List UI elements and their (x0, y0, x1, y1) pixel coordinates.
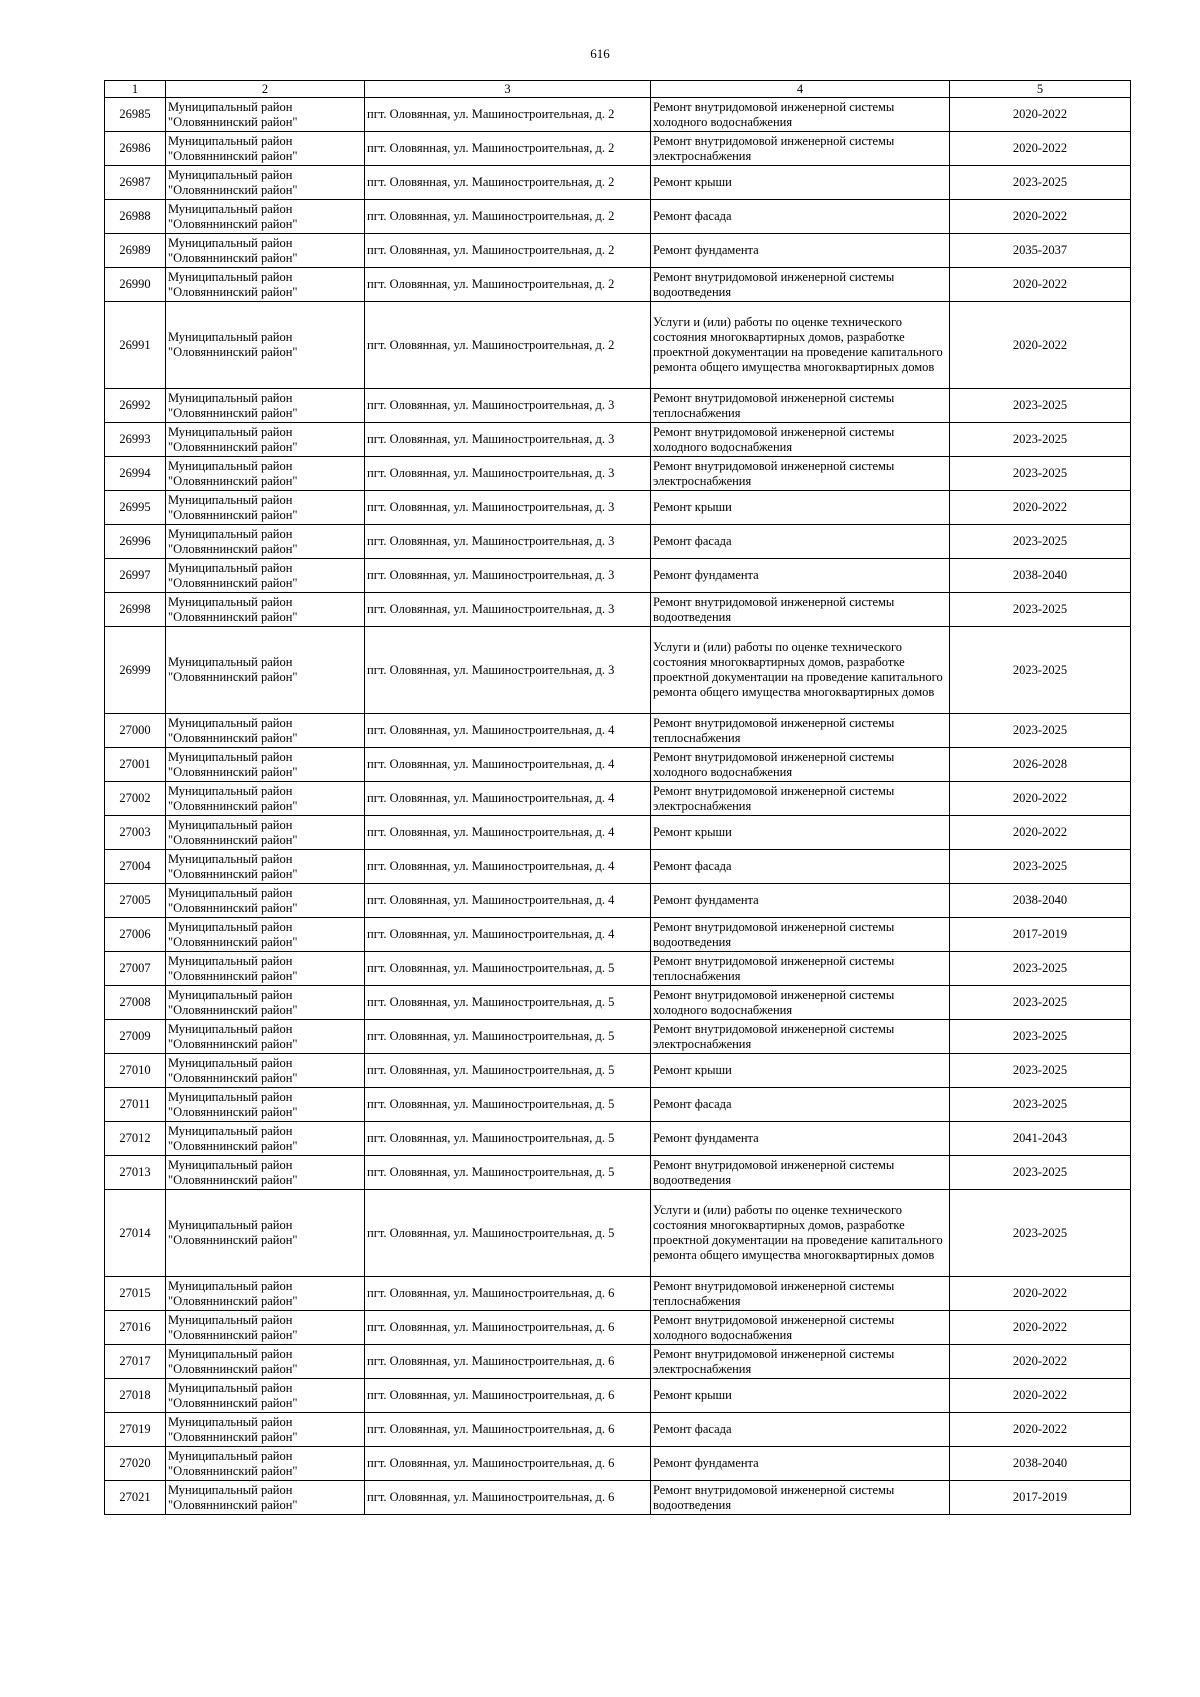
row-number-cell: 27004 (105, 850, 166, 884)
work-type-cell: Ремонт крыши (651, 1054, 950, 1088)
district-cell: Муниципальный район "Оловяннинский район" (166, 423, 365, 457)
table-body (105, 98, 1131, 1515)
address-cell: пгт. Оловянная, ул. Машиностроительная, д. 5 (365, 952, 651, 986)
period-cell: 2023-2025 (950, 952, 1131, 986)
table-row (105, 1122, 1131, 1156)
district-cell: Муниципальный район "Оловяннинский район" (166, 627, 365, 714)
district-cell: Муниципальный район "Оловяннинский район" (166, 593, 365, 627)
address-cell: пгт. Оловянная, ул. Машиностроительная, д. 6 (365, 1379, 651, 1413)
row-number-cell: 27015 (105, 1277, 166, 1311)
work-type-cell: Ремонт крыши (651, 166, 950, 200)
work-type-cell: Ремонт внутридомовой инженерной системы водоотведения (651, 268, 950, 302)
table-row (105, 457, 1131, 491)
period-cell: 2038-2040 (950, 559, 1131, 593)
column-header-4: 4 (651, 81, 950, 98)
row-number-cell: 26986 (105, 132, 166, 166)
work-type-cell: Ремонт внутридомовой инженерной системы электроснабжения (651, 457, 950, 491)
work-type-cell: Ремонт внутридомовой инженерной системы электроснабжения (651, 782, 950, 816)
table-row (105, 1311, 1131, 1345)
table-row (105, 1054, 1131, 1088)
district-cell: Муниципальный район "Оловяннинский район" (166, 850, 365, 884)
period-cell: 2023-2025 (950, 457, 1131, 491)
row-number-cell: 27016 (105, 1311, 166, 1345)
column-header-2: 2 (166, 81, 365, 98)
district-cell: Муниципальный район "Оловяннинский район" (166, 268, 365, 302)
address-cell: пгт. Оловянная, ул. Машиностроительная, д. 3 (365, 627, 651, 714)
work-type-cell: Ремонт фасада (651, 1088, 950, 1122)
table-row (105, 1379, 1131, 1413)
address-cell: пгт. Оловянная, ул. Машиностроительная, д. 3 (365, 491, 651, 525)
address-cell: пгт. Оловянная, ул. Машиностроительная, д. 6 (365, 1481, 651, 1515)
period-cell: 2023-2025 (950, 627, 1131, 714)
address-cell: пгт. Оловянная, ул. Машиностроительная, д. 3 (365, 423, 651, 457)
table-row (105, 918, 1131, 952)
period-cell: 2020-2022 (950, 1379, 1131, 1413)
row-number-cell: 27008 (105, 986, 166, 1020)
address-cell: пгт. Оловянная, ул. Машиностроительная, д. 3 (365, 389, 651, 423)
address-cell: пгт. Оловянная, ул. Машиностроительная, д. 4 (365, 782, 651, 816)
work-type-cell: Ремонт внутридомовой инженерной системы теплоснабжения (651, 389, 950, 423)
district-cell: Муниципальный район "Оловяннинский район" (166, 200, 365, 234)
address-cell: пгт. Оловянная, ул. Машиностроительная, д. 2 (365, 98, 651, 132)
period-cell: 2020-2022 (950, 132, 1131, 166)
address-cell: пгт. Оловянная, ул. Машиностроительная, д. 6 (365, 1277, 651, 1311)
district-cell: Муниципальный район "Оловяннинский район" (166, 1020, 365, 1054)
district-cell: Муниципальный район "Оловяннинский район" (166, 132, 365, 166)
table-row (105, 986, 1131, 1020)
district-cell: Муниципальный район "Оловяннинский район" (166, 1311, 365, 1345)
table-row (105, 1190, 1131, 1277)
address-cell: пгт. Оловянная, ул. Машиностроительная, д. 2 (365, 132, 651, 166)
district-cell: Муниципальный район "Оловяннинский район" (166, 302, 365, 389)
address-cell: пгт. Оловянная, ул. Машиностроительная, д. 5 (365, 1122, 651, 1156)
district-cell: Муниципальный район "Оловяннинский район" (166, 166, 365, 200)
row-number-cell: 27012 (105, 1122, 166, 1156)
address-cell: пгт. Оловянная, ул. Машиностроительная, д. 2 (365, 268, 651, 302)
district-cell: Муниципальный район "Оловяннинский район" (166, 491, 365, 525)
work-type-cell: Ремонт внутридомовой инженерной системы холодного водоснабжения (651, 423, 950, 457)
district-cell: Муниципальный район "Оловяннинский район" (166, 1481, 365, 1515)
row-number-cell: 27001 (105, 748, 166, 782)
period-cell: 2023-2025 (950, 1088, 1131, 1122)
table-row (105, 389, 1131, 423)
table-row (105, 268, 1131, 302)
period-cell: 2023-2025 (950, 1054, 1131, 1088)
row-number-cell: 27011 (105, 1088, 166, 1122)
capital-repair-table (104, 80, 1131, 1515)
period-cell: 2038-2040 (950, 884, 1131, 918)
district-cell: Муниципальный район "Оловяннинский район" (166, 884, 365, 918)
table-row (105, 302, 1131, 389)
work-type-cell: Ремонт крыши (651, 1379, 950, 1413)
period-cell: 2023-2025 (950, 1190, 1131, 1277)
period-cell: 2023-2025 (950, 166, 1131, 200)
work-type-cell: Услуги и (или) работы по оценке технического состояния многоквартирных домов, разработке проектной документации на проведение капитального ремонта общего имущества многоквартирных домов (651, 1190, 950, 1277)
row-number-cell: 27018 (105, 1379, 166, 1413)
address-cell: пгт. Оловянная, ул. Машиностроительная, д. 4 (365, 850, 651, 884)
table-row (105, 816, 1131, 850)
period-cell: 2023-2025 (950, 1020, 1131, 1054)
period-cell: 2020-2022 (950, 268, 1131, 302)
work-type-cell: Услуги и (или) работы по оценке технического состояния многоквартирных домов, разработке проектной документации на проведение капитального ремонта общего имущества многоквартирных домов (651, 302, 950, 389)
district-cell: Муниципальный район "Оловяннинский район" (166, 1054, 365, 1088)
district-cell: Муниципальный район "Оловяннинский район" (166, 1413, 365, 1447)
table-row (105, 166, 1131, 200)
address-cell: пгт. Оловянная, ул. Машиностроительная, д. 6 (365, 1311, 651, 1345)
period-cell: 2023-2025 (950, 714, 1131, 748)
address-cell: пгт. Оловянная, ул. Машиностроительная, д. 2 (365, 234, 651, 268)
table-row (105, 525, 1131, 559)
address-cell: пгт. Оловянная, ул. Машиностроительная, д. 3 (365, 525, 651, 559)
table-row (105, 850, 1131, 884)
period-cell: 2035-2037 (950, 234, 1131, 268)
page-number: 616 (590, 46, 610, 61)
address-cell: пгт. Оловянная, ул. Машиностроительная, д. 3 (365, 559, 651, 593)
work-type-cell: Ремонт внутридомовой инженерной системы холодного водоснабжения (651, 748, 950, 782)
work-type-cell: Ремонт внутридомовой инженерной системы электроснабжения (651, 1020, 950, 1054)
table-row (105, 559, 1131, 593)
work-type-cell: Ремонт внутридомовой инженерной системы водоотведения (651, 918, 950, 952)
column-header-5: 5 (950, 81, 1131, 98)
district-cell: Муниципальный район "Оловяннинский район" (166, 816, 365, 850)
row-number-cell: 27017 (105, 1345, 166, 1379)
work-type-cell: Услуги и (или) работы по оценке технического состояния многоквартирных домов, разработке проектной документации на проведение капитального ремонта общего имущества многоквартирных домов (651, 627, 950, 714)
district-cell: Муниципальный район "Оловяннинский район" (166, 986, 365, 1020)
address-cell: пгт. Оловянная, ул. Машиностроительная, д. 4 (365, 918, 651, 952)
address-cell: пгт. Оловянная, ул. Машиностроительная, д. 4 (365, 816, 651, 850)
row-number-cell: 26987 (105, 166, 166, 200)
row-number-cell: 27020 (105, 1447, 166, 1481)
period-cell: 2026-2028 (950, 748, 1131, 782)
table-row (105, 1413, 1131, 1447)
period-cell: 2020-2022 (950, 302, 1131, 389)
address-cell: пгт. Оловянная, ул. Машиностроительная, д. 6 (365, 1345, 651, 1379)
address-cell: пгт. Оловянная, ул. Машиностроительная, д. 4 (365, 884, 651, 918)
period-cell: 2023-2025 (950, 593, 1131, 627)
period-cell: 2023-2025 (950, 986, 1131, 1020)
work-type-cell: Ремонт фундамента (651, 559, 950, 593)
row-number-cell: 26989 (105, 234, 166, 268)
district-cell: Муниципальный район "Оловяннинский район" (166, 748, 365, 782)
work-type-cell: Ремонт внутридомовой инженерной системы холодного водоснабжения (651, 1311, 950, 1345)
table-row (105, 1020, 1131, 1054)
district-cell: Муниципальный район "Оловяннинский район" (166, 525, 365, 559)
table-row (105, 782, 1131, 816)
work-type-cell: Ремонт внутридомовой инженерной системы водоотведения (651, 593, 950, 627)
district-cell: Муниципальный район "Оловяннинский район" (166, 714, 365, 748)
address-cell: пгт. Оловянная, ул. Машиностроительная, д. 4 (365, 714, 651, 748)
period-cell: 2020-2022 (950, 491, 1131, 525)
work-type-cell: Ремонт фасада (651, 525, 950, 559)
district-cell: Муниципальный район "Оловяннинский район" (166, 1379, 365, 1413)
district-cell: Муниципальный район "Оловяннинский район" (166, 234, 365, 268)
work-type-cell: Ремонт фундамента (651, 234, 950, 268)
district-cell: Муниципальный район "Оловяннинский район" (166, 1190, 365, 1277)
work-type-cell: Ремонт фасада (651, 850, 950, 884)
period-cell: 2020-2022 (950, 1345, 1131, 1379)
period-cell: 2020-2022 (950, 98, 1131, 132)
work-type-cell: Ремонт фасада (651, 200, 950, 234)
table-row (105, 491, 1131, 525)
row-number-cell: 26993 (105, 423, 166, 457)
row-number-cell: 27014 (105, 1190, 166, 1277)
period-cell: 2020-2022 (950, 1277, 1131, 1311)
work-type-cell: Ремонт внутридомовой инженерной системы теплоснабжения (651, 952, 950, 986)
work-type-cell: Ремонт крыши (651, 491, 950, 525)
period-cell: 2023-2025 (950, 850, 1131, 884)
district-cell: Муниципальный район "Оловяннинский район" (166, 782, 365, 816)
period-cell: 2023-2025 (950, 525, 1131, 559)
row-number-cell: 27010 (105, 1054, 166, 1088)
address-cell: пгт. Оловянная, ул. Машиностроительная, д. 5 (365, 1054, 651, 1088)
period-cell: 2041-2043 (950, 1122, 1131, 1156)
address-cell: пгт. Оловянная, ул. Машиностроительная, д. 4 (365, 748, 651, 782)
district-cell: Муниципальный район "Оловяннинский район" (166, 1447, 365, 1481)
row-number-cell: 27005 (105, 884, 166, 918)
table-row (105, 748, 1131, 782)
table-row (105, 1447, 1131, 1481)
row-number-cell: 27009 (105, 1020, 166, 1054)
district-cell: Муниципальный район "Оловяннинский район" (166, 98, 365, 132)
district-cell: Муниципальный район "Оловяннинский район" (166, 918, 365, 952)
work-type-cell: Ремонт внутридомовой инженерной системы водоотведения (651, 1481, 950, 1515)
address-cell: пгт. Оловянная, ул. Машиностроительная, д. 5 (365, 1020, 651, 1054)
address-cell: пгт. Оловянная, ул. Машиностроительная, д. 6 (365, 1413, 651, 1447)
table-row (105, 1345, 1131, 1379)
district-cell: Муниципальный район "Оловяннинский район" (166, 1277, 365, 1311)
table-row (105, 200, 1131, 234)
row-number-cell: 26995 (105, 491, 166, 525)
column-number-row (105, 81, 1131, 98)
table-row (105, 1156, 1131, 1190)
table-row (105, 593, 1131, 627)
district-cell: Муниципальный район "Оловяннинский район" (166, 1088, 365, 1122)
work-type-cell: Ремонт крыши (651, 816, 950, 850)
period-cell: 2020-2022 (950, 816, 1131, 850)
row-number-cell: 27013 (105, 1156, 166, 1190)
work-type-cell: Ремонт внутридомовой инженерной системы электроснабжения (651, 1345, 950, 1379)
work-type-cell: Ремонт фундамента (651, 1447, 950, 1481)
row-number-cell: 27019 (105, 1413, 166, 1447)
period-cell: 2023-2025 (950, 389, 1131, 423)
work-type-cell: Ремонт внутридомовой инженерной системы водоотведения (651, 1156, 950, 1190)
row-number-cell: 27003 (105, 816, 166, 850)
row-number-cell: 26988 (105, 200, 166, 234)
table-row (105, 1481, 1131, 1515)
work-type-cell: Ремонт внутридомовой инженерной системы теплоснабжения (651, 1277, 950, 1311)
row-number-cell: 26997 (105, 559, 166, 593)
table-row (105, 1277, 1131, 1311)
table-row (105, 98, 1131, 132)
row-number-cell: 26985 (105, 98, 166, 132)
table-row (105, 423, 1131, 457)
column-header-1: 1 (105, 81, 166, 98)
period-cell: 2023-2025 (950, 1156, 1131, 1190)
row-number-cell: 27006 (105, 918, 166, 952)
district-cell: Муниципальный район "Оловяннинский район" (166, 1345, 365, 1379)
period-cell: 2020-2022 (950, 1311, 1131, 1345)
period-cell: 2020-2022 (950, 200, 1131, 234)
work-type-cell: Ремонт внутридомовой инженерной системы холодного водоснабжения (651, 98, 950, 132)
district-cell: Муниципальный район "Оловяннинский район" (166, 457, 365, 491)
address-cell: пгт. Оловянная, ул. Машиностроительная, д. 3 (365, 457, 651, 491)
row-number-cell: 27000 (105, 714, 166, 748)
address-cell: пгт. Оловянная, ул. Машиностроительная, д. 5 (365, 1190, 651, 1277)
address-cell: пгт. Оловянная, ул. Машиностроительная, д. 5 (365, 1088, 651, 1122)
work-type-cell: Ремонт фундамента (651, 884, 950, 918)
table-row (105, 132, 1131, 166)
row-number-cell: 26991 (105, 302, 166, 389)
work-type-cell: Ремонт внутридомовой инженерной системы теплоснабжения (651, 714, 950, 748)
table-row (105, 627, 1131, 714)
address-cell: пгт. Оловянная, ул. Машиностроительная, д. 5 (365, 986, 651, 1020)
table-row (105, 952, 1131, 986)
row-number-cell: 27007 (105, 952, 166, 986)
row-number-cell: 27021 (105, 1481, 166, 1515)
row-number-cell: 27002 (105, 782, 166, 816)
table-row (105, 1088, 1131, 1122)
district-cell: Муниципальный район "Оловяннинский район" (166, 1122, 365, 1156)
address-cell: пгт. Оловянная, ул. Машиностроительная, д. 5 (365, 1156, 651, 1190)
address-cell: пгт. Оловянная, ул. Машиностроительная, д. 6 (365, 1447, 651, 1481)
address-cell: пгт. Оловянная, ул. Машиностроительная, д. 2 (365, 302, 651, 389)
row-number-cell: 26990 (105, 268, 166, 302)
row-number-cell: 26992 (105, 389, 166, 423)
address-cell: пгт. Оловянная, ул. Машиностроительная, д. 3 (365, 593, 651, 627)
period-cell: 2038-2040 (950, 1447, 1131, 1481)
district-cell: Муниципальный район "Оловяннинский район" (166, 559, 365, 593)
period-cell: 2023-2025 (950, 423, 1131, 457)
address-cell: пгт. Оловянная, ул. Машиностроительная, д. 2 (365, 200, 651, 234)
row-number-cell: 26994 (105, 457, 166, 491)
address-cell: пгт. Оловянная, ул. Машиностроительная, д. 2 (365, 166, 651, 200)
table-row (105, 714, 1131, 748)
row-number-cell: 26996 (105, 525, 166, 559)
work-type-cell: Ремонт внутридомовой инженерной системы холодного водоснабжения (651, 986, 950, 1020)
work-type-cell: Ремонт фасада (651, 1413, 950, 1447)
work-type-cell: Ремонт фундамента (651, 1122, 950, 1156)
period-cell: 2020-2022 (950, 782, 1131, 816)
row-number-cell: 26999 (105, 627, 166, 714)
column-header-3: 3 (365, 81, 651, 98)
district-cell: Муниципальный район "Оловяннинский район" (166, 389, 365, 423)
district-cell: Муниципальный район "Оловяннинский район" (166, 1156, 365, 1190)
district-cell: Муниципальный район "Оловяннинский район" (166, 952, 365, 986)
table-row (105, 884, 1131, 918)
row-number-cell: 26998 (105, 593, 166, 627)
table-row (105, 234, 1131, 268)
period-cell: 2017-2019 (950, 1481, 1131, 1515)
work-type-cell: Ремонт внутридомовой инженерной системы электроснабжения (651, 132, 950, 166)
period-cell: 2017-2019 (950, 918, 1131, 952)
period-cell: 2020-2022 (950, 1413, 1131, 1447)
